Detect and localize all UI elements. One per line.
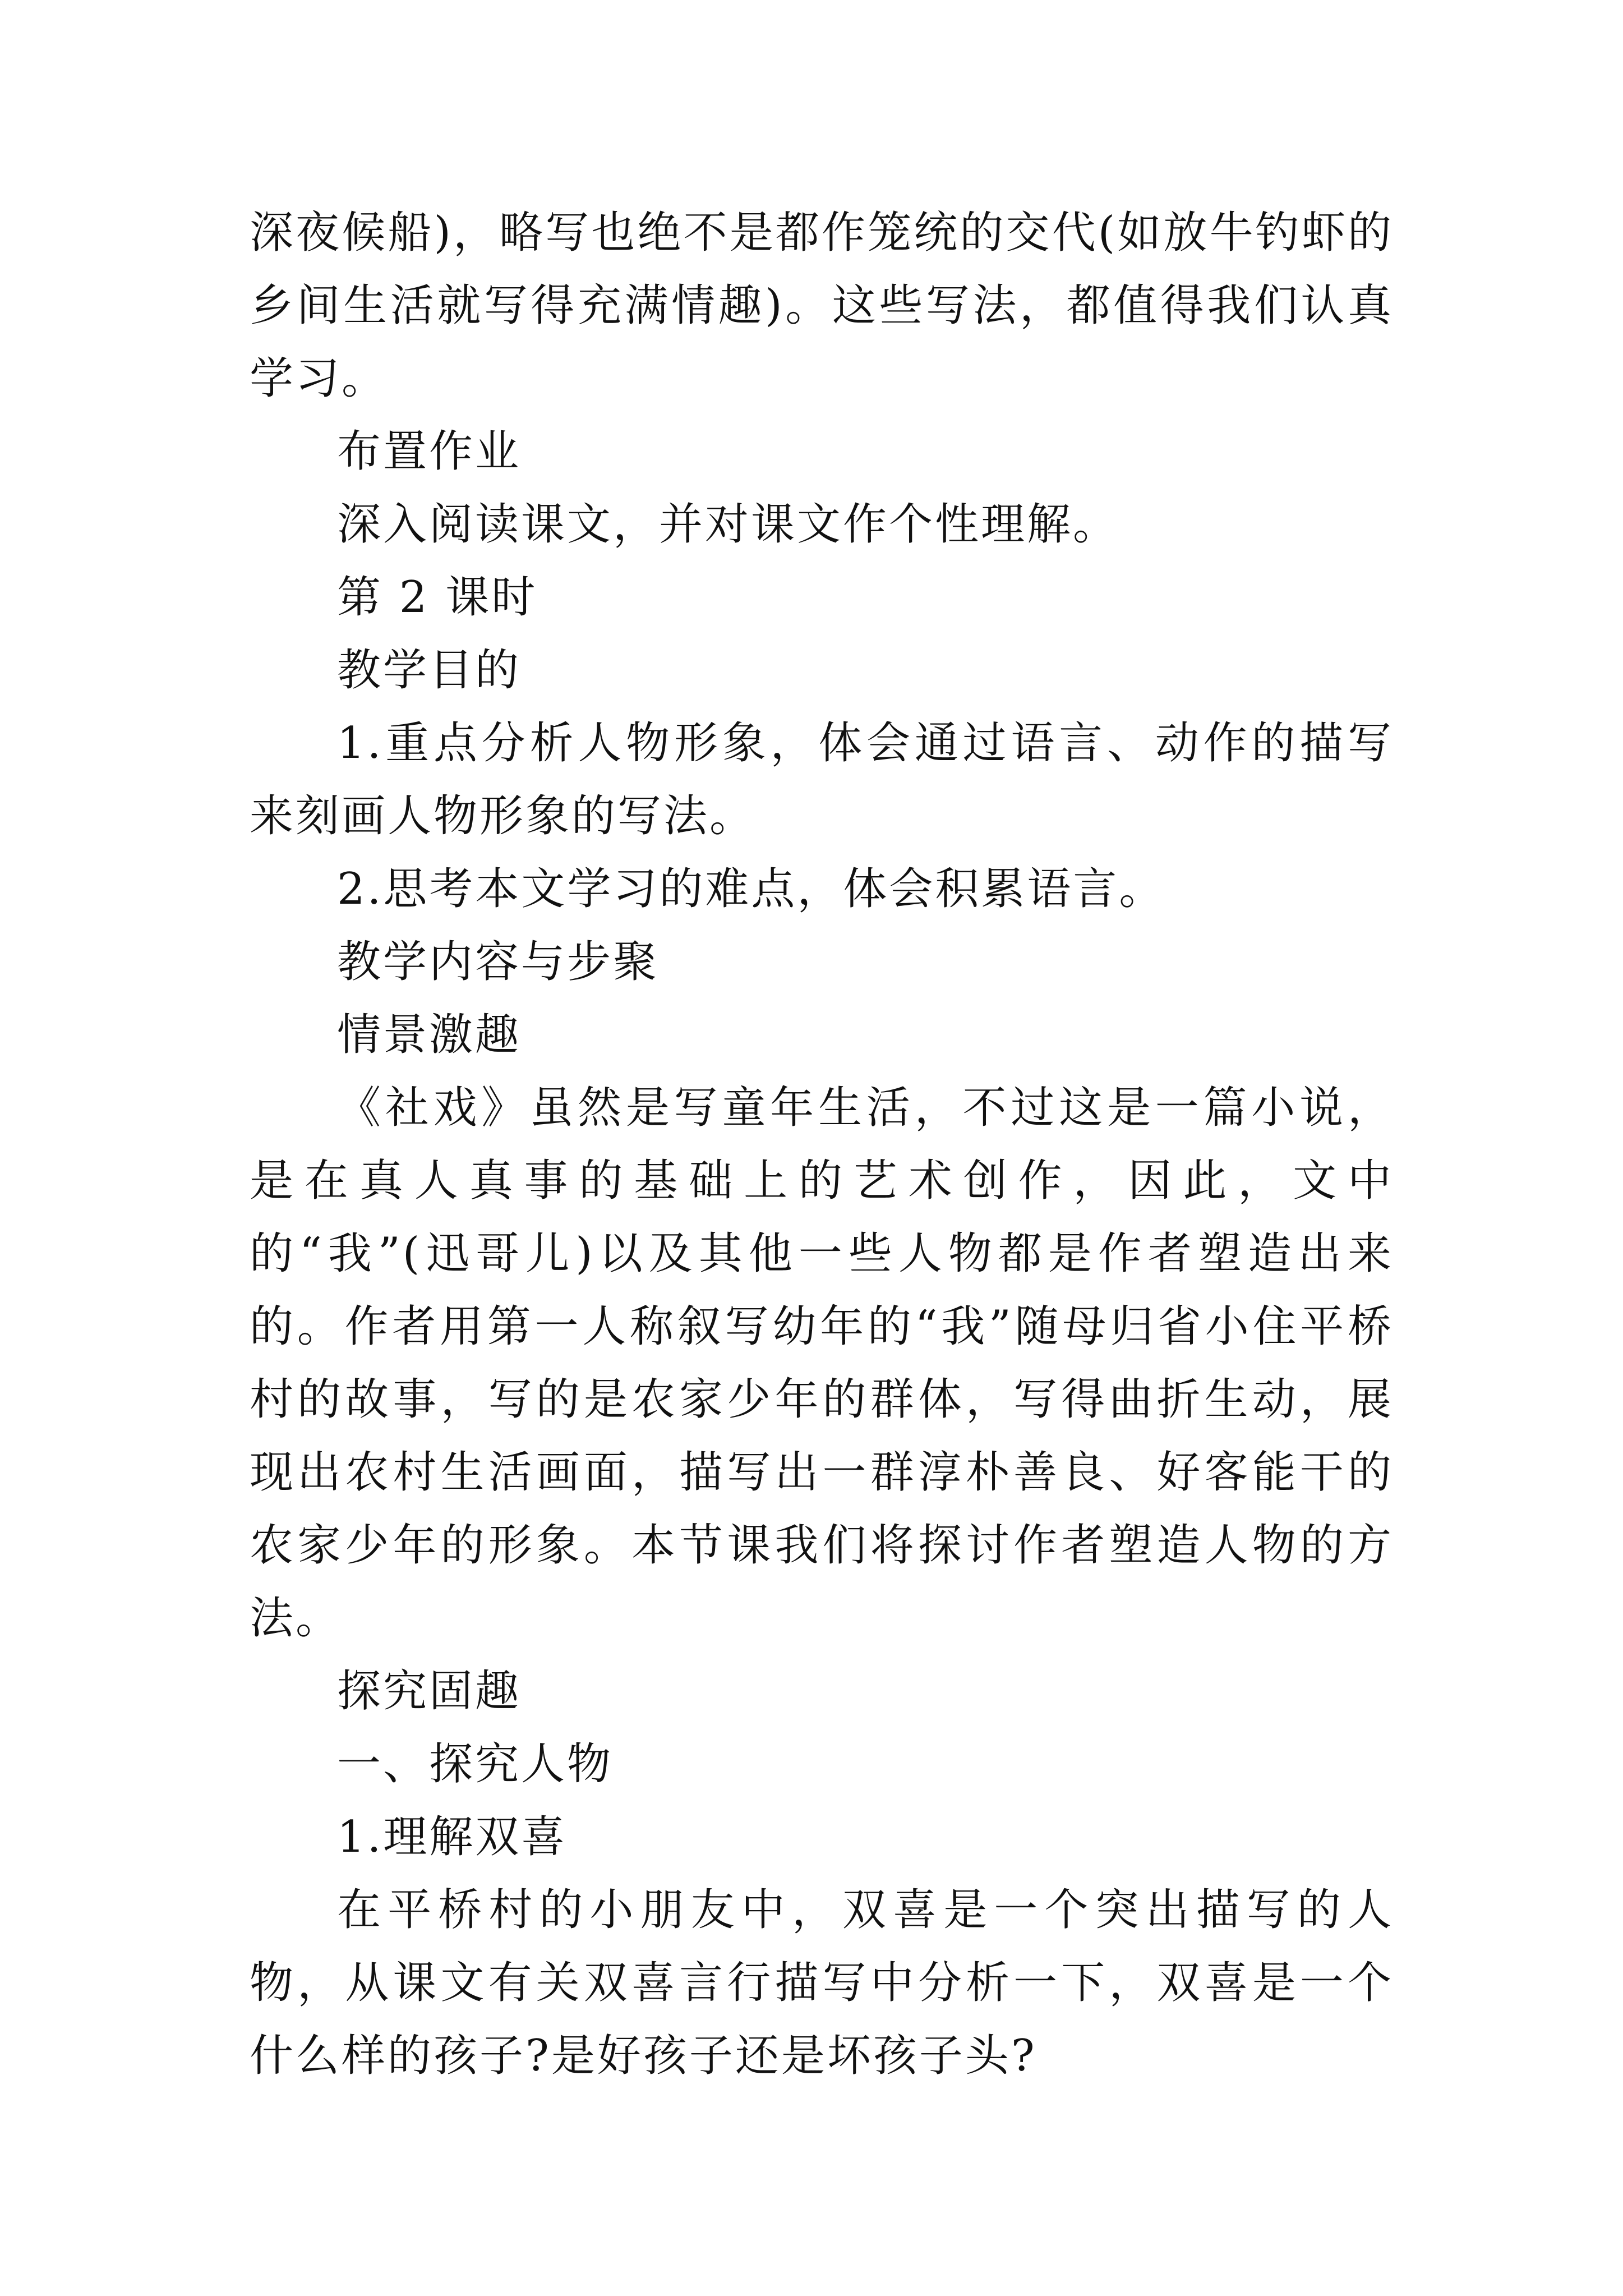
heading-explore: 探究固趣 — [337, 1666, 522, 1717]
document-body — [250, 196, 1394, 2092]
heading-teaching-goals: 教学目的 — [337, 645, 522, 696]
paragraph-shuangxi-question: 在平桥村的小朋友中，双喜是一个突出描写的人物，从课文有关双喜言行描写中分析一下，双喜是一个什么样的孩子?是好孩子还是坏孩子头? — [250, 1885, 1394, 2081]
heading-scene-interest: 情景激趣 — [337, 1010, 522, 1060]
paragraph-continuation: 深夜候船)，略写也绝不是都作笼统的交代(如放牛钓虾的乡间生活就写得充满情趣)。这些写法，都值得我们认真学习。 — [250, 208, 1394, 404]
heading-explore-characters: 一、探究人物 — [337, 1739, 614, 1789]
heading-lesson-2: 第 2 课时 — [337, 572, 538, 623]
paragraph-goal-2: 2.思考本文学习的难点，体会积累语言。 — [337, 864, 1165, 914]
heading-assign-homework: 布置作业 — [337, 426, 522, 477]
heading-content-steps: 教学内容与步聚 — [337, 937, 660, 987]
paragraph-homework: 深入阅读课文，并对课文作个性理解。 — [337, 499, 1119, 550]
paragraph-goal-1: 1.重点分析人物形象，体会通过语言、动作的描写来刻画人物形象的写法。 — [250, 718, 1394, 841]
paragraph-introduction: 《社戏》虽然是写童年生活，不过这是一篇小说，是在真人真事的基础上的艺术创作，因此，文中的“我”(迅哥儿)以及其他一些人物都是作者塑造出来的。作者用第一人称叙写幼年的“我”随母归省小住平桥村的故事，写的是农家少年的群体，写得曲折生动，展现出农村生活画面，描写出一群淳朴善良、好客能干的农家少年的形象。本节课我们将探讨作者塑造人物的方法。 — [250, 1083, 1394, 1644]
heading-understand-shuangxi: 1.理解双喜 — [337, 1812, 568, 1862]
